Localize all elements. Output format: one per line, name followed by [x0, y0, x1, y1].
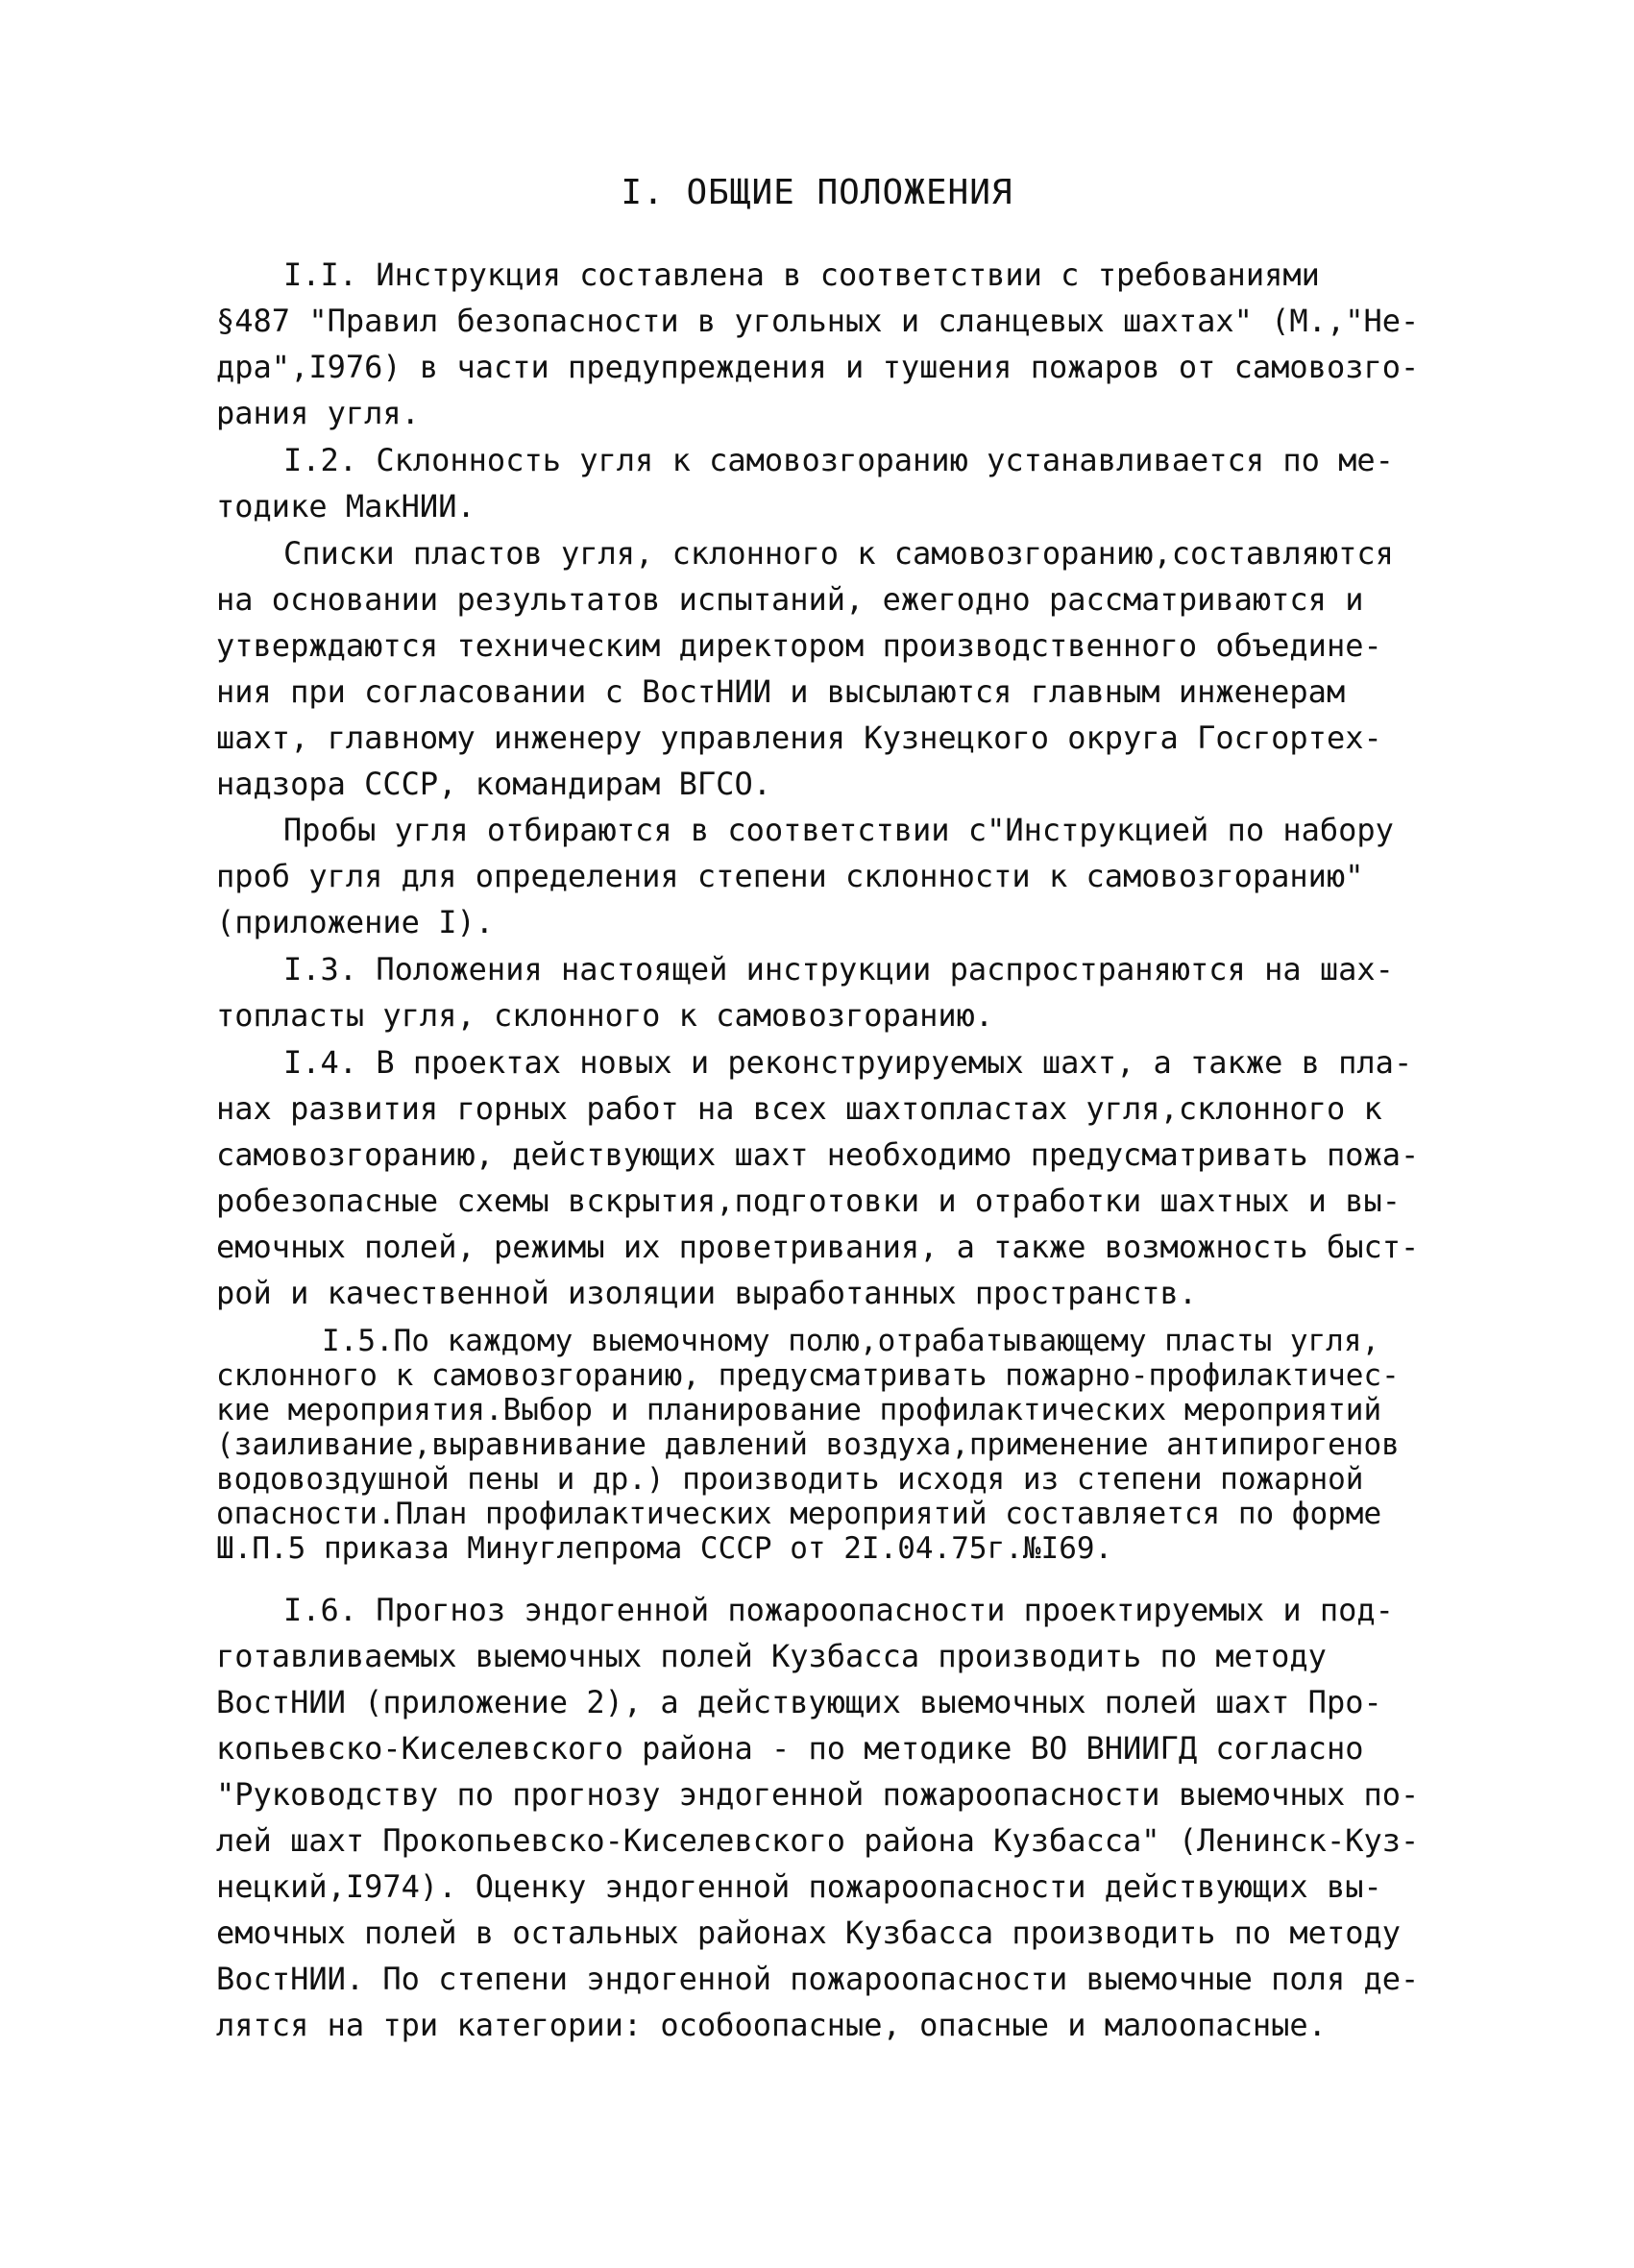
text-line: ВостНИИ. По степени эндогенной пожароопасности выемочные поля де- — [216, 1961, 1420, 1997]
text-line: склонного к самовозгоранию, предусматривать пожарно-профилактичес- — [216, 1358, 1400, 1393]
text-line: рой и качественной изоляции выработанных пространств. — [216, 1275, 1198, 1311]
text-line: тодике МакНИИ. — [216, 488, 476, 524]
text-line: водовоздушной пены и др.) производить исходя из степени пожарной — [216, 1462, 1364, 1497]
text-line: рания угля. — [216, 395, 420, 431]
text-line: нах развития горных работ на всех шахтопластах угля,склонного к — [216, 1090, 1382, 1127]
text-line: самовозгоранию, действующих шахт необходимо предусматривать пожа- — [216, 1136, 1420, 1173]
text-line: (заиливание,выравнивание давлений воздуха,применение антипирогенов — [216, 1427, 1400, 1462]
text-line: утверждаются техническим директором производственного объедине- — [216, 627, 1382, 664]
text-line: опасности.План профилактических мероприятий составляется по форме — [216, 1497, 1382, 1531]
text-line: Пробы угля отбираются в соответствии с"Инструкцией по набору — [283, 812, 1394, 848]
text-line: кие мероприятия.Выбор и планирование профилактических мероприятий — [216, 1393, 1382, 1427]
text-line: Списки пластов угля, склонного к самовозгоранию,составляются — [283, 535, 1394, 572]
text-line: дра",I976) в части предупреждения и тушения пожаров от самовозго- — [216, 349, 1420, 385]
text-line: Ш.П.5 приказа Минуглепрома СССР от 2I.04.75г.№I69. — [216, 1531, 1113, 1566]
text-line: §487 "Правил безопасности в угольных и сланцевых шахтах" (М.,"Не- — [216, 303, 1420, 339]
text-line: на основании результатов испытаний, ежегодно рассматриваются и — [216, 581, 1364, 618]
paragraph-1-4 — [216, 1039, 1455, 1316]
section-title: I. ОБЩИЕ ПОЛОЖЕНИЯ — [621, 173, 1013, 212]
text-line: ния при согласовании с ВостНИИ и высылаются главным инженерам — [216, 673, 1346, 710]
text-line: готавливаемых выемочных полей Кузбасса производить по методу — [216, 1638, 1327, 1674]
text-line: "Руководству по прогнозу эндогенной пожароопасности выемочных по- — [216, 1776, 1420, 1813]
paragraph-seam-lists — [216, 530, 1455, 807]
text-line: проб угля для определения степени склонности к самовозгоранию" — [216, 858, 1364, 894]
text-line: нецкий,I974). Оценку эндогенной пожароопасности действующих вы- — [216, 1868, 1382, 1905]
paragraph-1-1 — [216, 252, 1455, 436]
text-line: емочных полей в остальных районах Кузбасса производить по методу — [216, 1914, 1401, 1951]
text-line: I.I. Инструкция составлена в соответствии с требованиями — [283, 256, 1320, 293]
text-line: ВостНИИ (приложение 2), а действующих выемочных полей шахт Про- — [216, 1684, 1382, 1720]
paragraph-1-2 — [216, 437, 1455, 529]
text-line: I.5.По каждому выемочному полю,отрабатывающему пласты угля, — [322, 1324, 1380, 1358]
paragraph-1-3 — [216, 946, 1455, 1038]
paragraph-1-6 — [216, 1587, 1455, 2048]
text-line: I.4. В проектах новых и реконструируемых шахт, а также в пла- — [283, 1044, 1413, 1081]
text-line: (приложение I). — [216, 904, 494, 940]
text-line: копьевско-Киселевского района - по методике ВО ВНИИГД согласно — [216, 1730, 1364, 1767]
text-line: лей шахт Прокопьевско-Киселевского района Кузбасса" (Ленинск-Куз- — [216, 1822, 1420, 1859]
text-line: топласты угля, склонного к самовозгоранию. — [216, 997, 994, 1034]
text-line: шахт, главному инженеру управления Кузнецкого округа Госгортех- — [216, 719, 1382, 756]
text-line: I.2. Склонность угля к самовозгоранию устанавливается по ме- — [283, 442, 1394, 478]
paragraph-samples — [216, 807, 1455, 945]
text-line: емочных полей, режимы их проветривания, а также возможность быст- — [216, 1229, 1420, 1265]
text-line: I.3. Положения настоящей инструкции распространяются на шах- — [283, 951, 1394, 988]
text-line: I.6. Прогноз эндогенной пожароопасности проектируемых и под- — [283, 1592, 1394, 1628]
text-line: робезопасные схемы вскрытия,подготовки и отработки шахтных и вы- — [216, 1183, 1401, 1219]
text-line: надзора СССР, командирам ВГСО. — [216, 766, 771, 802]
paragraph-1-5 — [216, 1324, 1455, 1566]
text-line: лятся на три категории: особоопасные, опасные и малоопасные. — [216, 2007, 1327, 2043]
